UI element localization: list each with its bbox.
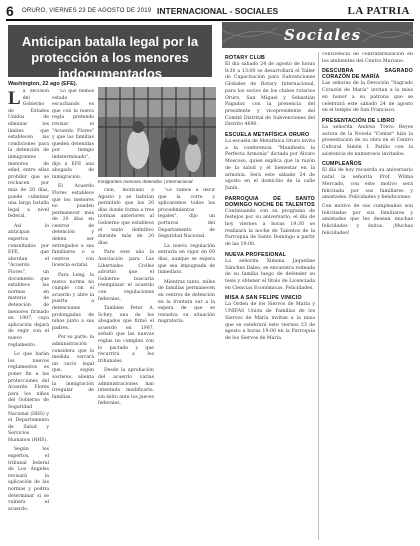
drop-cap: L: [8, 89, 21, 109]
sociales-column-b: [322, 52, 413, 542]
article-paragraph: Desde la aprobación del acuerdo varias administraciones han intentado modificarlo, sin éxito ante los jueces federales.: [98, 368, 154, 407]
page-number: 6: [6, 3, 14, 19]
article-column-4: [158, 188, 215, 541]
social-item-heading: ESCUELA METAFÍSICA ORURO: [225, 132, 310, 139]
photo-caption: Inmigrantes menores detenidos | Internacional.: [98, 179, 194, 184]
article-headline: Anticipan batalla legal por la protección a los menores indocumentados: [8, 25, 212, 77]
article-paragraph: La nueva regulación entraría en vigor en 60 días, aunque se espera que sea impugnada de inmediato.: [158, 243, 215, 276]
social-item-text: El día de hoy recuerda su aniversario natal la señorita Prof. Wilma Mercado, con este motivo será felicitada por sus familiares y amistades. Felicidades y bendiciones.: [322, 168, 413, 201]
social-item-heading: DESCUBRA SAGRADO CORAZÓN DE MARÍA: [322, 68, 413, 81]
article-column-3: [98, 188, 154, 541]
social-item-heading: PRESENTACIÓN DE LIBRO: [322, 117, 395, 124]
sociales-banner: [222, 22, 413, 48]
article-column-1: [8, 89, 49, 541]
column-divider: [318, 52, 319, 540]
social-item-heading: ROTARY CLUB: [225, 55, 266, 61]
section-title: INTERNACIONAL - SOCIALES: [157, 6, 279, 16]
social-item-text: La escuela de Metafísica Oruro invita a la conferencia "Manifiesta la Perfecta Armonía" dictada por Álvaro Moscoso, quien explica que la razón de la salud y el bienestar en la armonía. Será este sábado 24 de agosto en el domicilio de la calle Junín.: [225, 139, 315, 191]
article-paragraph: Mientras tanto, miles de familias permanecen en centros de detención en la frontera sur a la espera de que se resuelva su situación migratoria.: [158, 279, 215, 325]
sociales-title: Sociales: [284, 26, 362, 44]
article-paragraph: Según los expertos, el tribunal federal de Los Ángeles revisará la aplicación de las normas y podría determinar si se vulnera el acuerdo.: [8, 447, 49, 512]
social-item-heading: NUEVA PROFESIONAL: [225, 251, 287, 258]
article-dateline: Washington, 22 ago (EFE).: [8, 81, 78, 87]
social-item-heading: MISA A SAN FELIPE VINICIO: [225, 295, 302, 302]
social-item-heading: PARROQUIA DE SANTO DOMINGO NOCHE DE TALENTOS: [225, 195, 315, 208]
article-paragraph: "Le vamos a decir que la corte y aplicaremos todos los procedimientos legales", dijo un portavoz del Departamento de Seguridad Nacional.: [158, 188, 215, 240]
page-date: ORURO, VIERNES 23 DE AGOSTO DE 2019: [22, 8, 152, 14]
article-paragraph: Tambien Peter A. Schey, uno de los abogados que firmó el acuerdo en 1997, señaló que las nuevas reglas no cumplen con lo pactado y que recurrirá a los tribunales.: [98, 306, 154, 364]
article-paragraph: a decisión del Gobierno de Estados Unidos de eliminar los límites que establecen las condiciones para la detención de inmigrantes menores de edad, entre ellas prohibir que se rechacen por más de 20 días, puede culminar una larga batalla legal a nivel federal.: [8, 89, 49, 220]
article-paragraph: Para este año la Asociación para Las Libertades Civiles advirtió que el Gobierno buscaría reemplazar el acuerdo con regulaciones federales.: [98, 250, 154, 302]
photo-image: [98, 87, 216, 177]
social-item-text: Con motivo de sus cumpleaños son felicitadas por sus familiares y amistades que les desean muchas felicidades y éxitos. ¡Muchas felicidades!: [322, 203, 413, 236]
article-column-2: [52, 89, 94, 541]
article-paragraph: Así lo anticipan expertos consultados por EFE, que abordan el "Acuerdo Flores", un documento que establece las normas en materia de detención de menores firmado en 1997, cuya aplicación dejará de regir con el nuevo reglamento.: [8, 223, 49, 348]
article-paragraph: Por su parte, la administración considera que la medida cerrará un vacío legal que, según sostiene, alienta la inmigración irregular de familias.: [52, 335, 94, 400]
social-item-text: La señorita Andrea Trevo Reyes autora de la Novela "Contar" hizo la presentación de su obra en el Centro Cultural Simón I. Patiño con la asistencia de numerosos invitados.: [322, 124, 413, 157]
social-item-text: La Orden de los Siervos de María y UNIFAS Unión de Familias de los Siervos de María invitan a la misa que se celebrará este viernes 23 de agosto a horas 19:00 en la Parroquia de los Siervos de María.: [225, 302, 315, 341]
page-header: [6, 4, 414, 18]
article-paragraph: ción, motivado a Agosto y se habrían permitido que los 20 días donde forma a tres normas anteriores al Gobierno que establece el texto definitivo durante más de 20 días.: [98, 188, 154, 246]
article-paragraph: El Acuerdo Flores establece que los menores no pueden permanecer más de 20 días en centros de detención y deben ser entregados a sus familiares o a centros con licencia estatal.: [52, 184, 94, 269]
sociales-column-a: [225, 52, 315, 542]
header-rule: [6, 19, 414, 21]
article-paragraph: Lo que harán los nuevos reglamentos es poner fin a las protecciones del Acuerdo Flores para los niños del Gobierno de Seguridad Nacional (DHS) y el Departamento de Salud y Servicios Humanos (HHS).: [8, 352, 49, 443]
article-paragraph: "Lo que hemos estado escuchando es que con la nueva regla pretende revisar el "Acuerdo Flores" y que las familias queden detenidas por tiempo indeterminado", dijo a EFE una abogada de inmigración.: [52, 89, 94, 180]
social-item-text: Las señoras de la Devoción "Sagrado Corazón de María" invitan a la misa en honor a su patrona que se celebrará este sábado 24 de agosto en el templo de San Francisco.: [322, 81, 413, 114]
social-item-text: convivencia de confraternización en los ambientes del Centro Mariano.: [322, 52, 413, 64]
newspaper-logo: LA PATRIA: [347, 5, 410, 17]
article-paragraph: Para Leng, la nueva norma no cumple con el acuerdo y abre la puerta a detenciones prolongadas de niños junto a sus padres.: [52, 273, 94, 331]
social-item-text: La señorita Ximena Jaqueline Sánchez Daleo, se encuentra rodeada de su familia luego de defender su tesis y obtener el título de Licenciada en Ciencias Económicas. Felicidades.: [225, 258, 315, 291]
social-item-text: Continuando con su programa de festejos por su aniversario, el día de hoy viernes a horas 19:30 se realizará la noche de Talentos de la Parroquia de Santo Domingo a partir de las 19:00.: [225, 208, 315, 248]
social-item-heading: CUMPLEAÑOS: [322, 161, 362, 168]
article-photo: [98, 87, 216, 177]
social-item-text: El día sábado 24 de agosto de horas 8:30 a 13:00 se desarrollará el Taller de Capacitación para Subvenciones Globales de Rotary Internacional, para los socios de los clubes rotarios Oruro, San Miguel y Sebastián Pagador, con la presencia del presidente y vicepresidente del Comité Distrital de Subvenciones del Distrito 4690.: [225, 62, 315, 128]
